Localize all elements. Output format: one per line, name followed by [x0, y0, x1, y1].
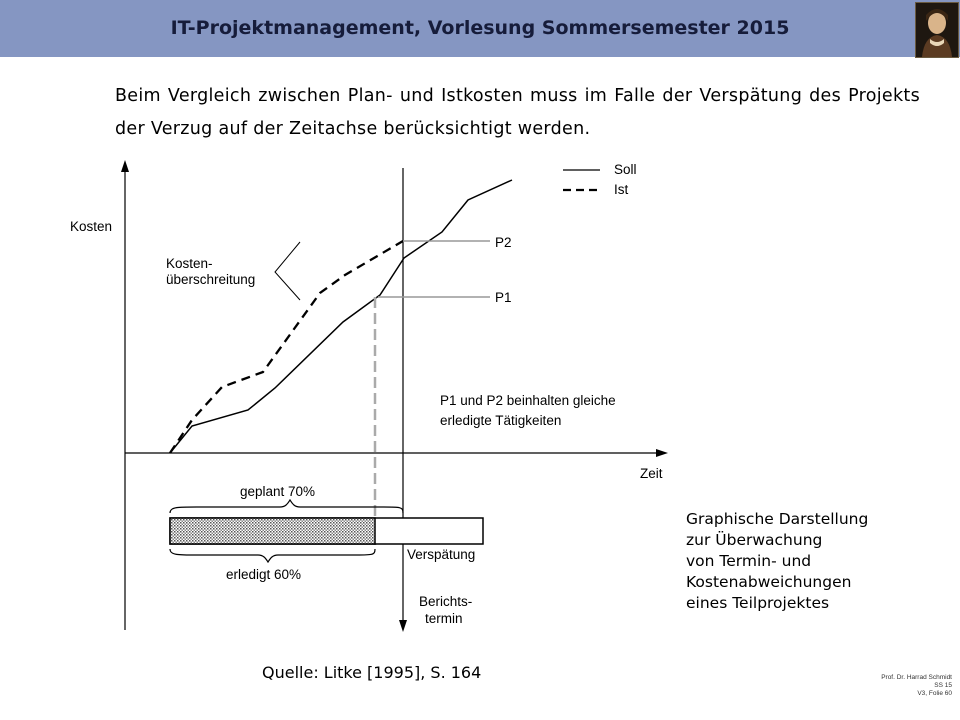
planned-label: geplant 70%	[240, 484, 316, 499]
report-label-line2: termin	[425, 611, 463, 626]
x-axis	[125, 449, 668, 457]
overrun-label-line1: Kosten-	[166, 256, 213, 271]
footer-author: Prof. Dr. Harrad Schmidt	[881, 674, 952, 681]
done-brace	[170, 549, 375, 562]
caption-line: von Termin- und	[686, 552, 812, 570]
footer-term: SS 15	[934, 682, 952, 689]
slide-footer	[820, 674, 952, 698]
caption-line: Kostenabweichungen	[686, 573, 852, 591]
diagram-caption	[686, 509, 868, 614]
delay-label: Verspätung	[407, 547, 476, 562]
note-line1: P1 und P2 beinhalten gleiche	[440, 393, 616, 408]
y-axis-label: Kosten	[70, 219, 113, 234]
legend-soll-label: Soll	[614, 162, 637, 177]
report-date-line	[399, 168, 407, 632]
caption-line: eines Teilprojektes	[686, 594, 830, 612]
p2-label: P2	[495, 235, 512, 250]
done-label: erledigt 60%	[226, 567, 302, 582]
p1-label: P1	[495, 290, 512, 305]
y-axis	[121, 160, 129, 630]
done-bar	[170, 518, 375, 544]
x-axis-label: Zeit	[640, 466, 663, 481]
note-line2: erledigte Tätigkeiten	[440, 413, 562, 428]
overrun-label-line2: überschreitung	[166, 272, 256, 287]
intro-text: Beim Vergleich zwischen Plan- und Istkosten muss im Falle der Verspätung des Projekts der Verzug auf der Zeitachse berücksichtigt werden.	[115, 86, 920, 139]
legend-ist-label: Ist	[614, 182, 629, 197]
report-label-line1: Berichts-	[419, 594, 473, 609]
caption-line: zur Überwachung	[686, 531, 823, 549]
planned-brace	[170, 500, 403, 513]
caption-line: Graphische Darstellung	[686, 510, 869, 528]
overrun-bracket	[275, 242, 300, 300]
slide-title: IT-Projektmanagement, Vorlesung Sommersemester 2015	[170, 17, 790, 39]
footer-slide: V3, Folie 60	[917, 690, 952, 697]
source-citation: Quelle: Litke [1995], S. 164	[262, 663, 482, 682]
